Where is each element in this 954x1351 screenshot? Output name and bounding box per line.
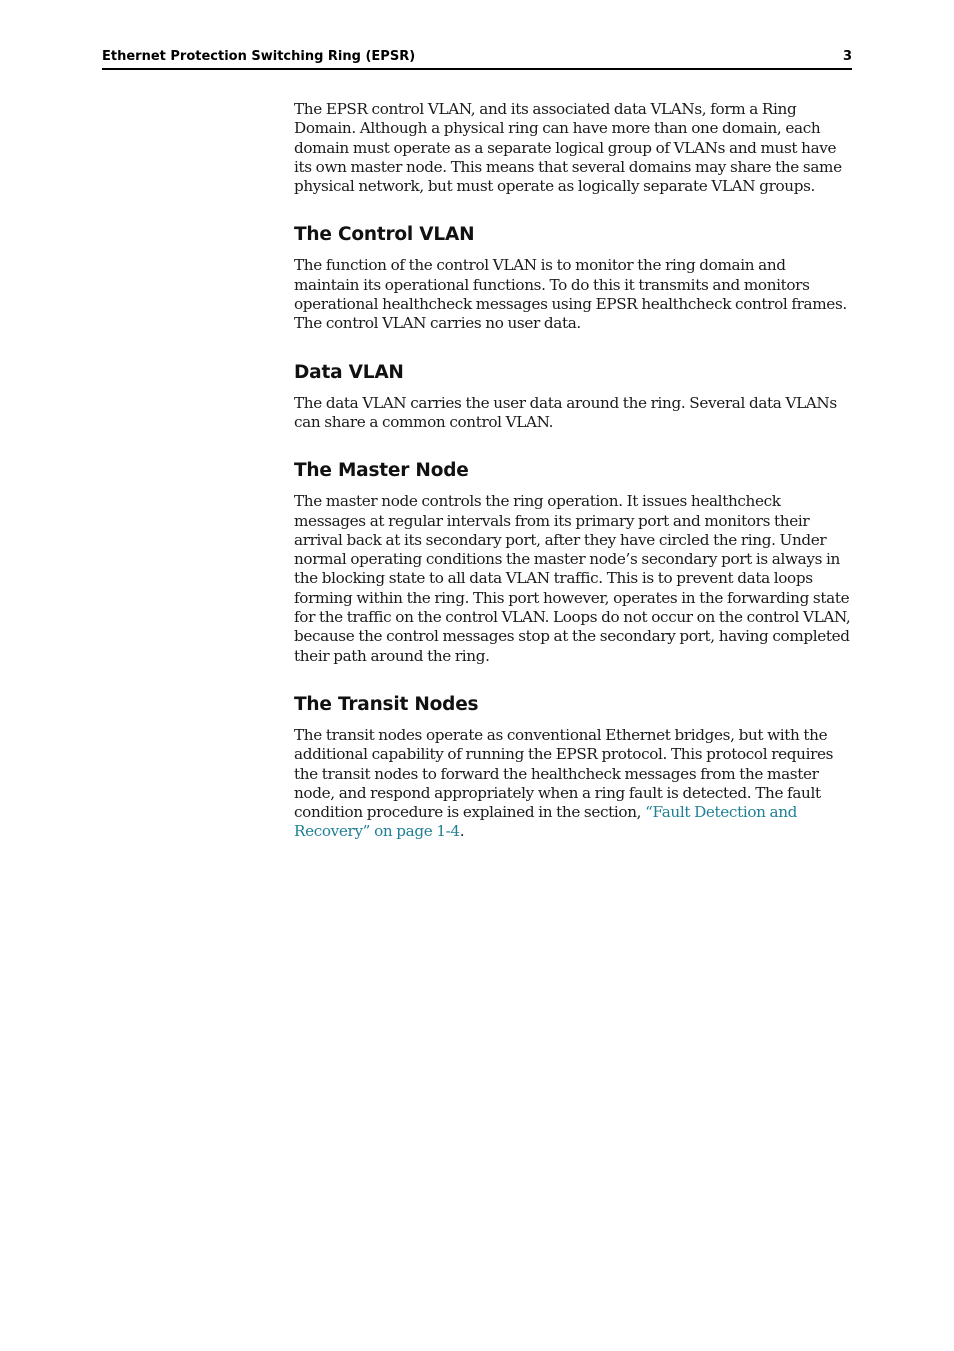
- section-transit-nodes: [294, 693, 854, 842]
- intro-paragraph: The EPSR control VLAN, and its associated data VLANs, form a Ring Domain. Although a physical ring can have more than one domain, each domain must operate as a separate logical group of VLANs and must have its own master node. This means that several domains may share the same physical network, but must operate as logically separate VLAN groups.: [294, 100, 842, 196]
- section-body: The function of the control VLAN is to monitor the ring domain and maintain its operational functions. To do this it transmits and monitors operational healthcheck messages using EPSR healthcheck control frames. The control VLAN carries no user data.: [294, 256, 847, 333]
- section-body-text: The transit nodes operate as conventional Ethernet bridges, but with the additional capability of running the EPSR protocol. This protocol requires the transit nodes to forward the healthcheck messages from the master node, and respond appropriately when a ring fault is detected. The fault condition procedure is explained in the section,: [294, 725, 834, 822]
- section-heading: The Master Node: [294, 460, 469, 482]
- page-number: 3: [842, 49, 852, 64]
- section-master-node: [294, 459, 854, 666]
- main-content: [294, 100, 854, 842]
- section-body: The data VLAN carries the user data around the ring. Several data VLANs can share a common control VLAN.: [294, 393, 837, 431]
- section-body: [294, 726, 854, 842]
- section-heading: Data VLAN: [294, 361, 404, 383]
- header-title: Ethernet Protection Switching Ring (EPSR): [102, 49, 416, 64]
- running-header: [102, 48, 852, 70]
- section-data-vlan: [294, 361, 854, 433]
- section-heading: The Transit Nodes: [294, 693, 479, 715]
- section-heading: The Control VLAN: [294, 224, 475, 246]
- cross-reference-link[interactable]: “Fault Detection and Recovery” on page 1-4: [294, 803, 798, 841]
- section-control-vlan: [294, 223, 854, 333]
- section-body-end: .: [459, 822, 465, 841]
- section-body: The master node controls the ring operation. It issues healthcheck messages at regular intervals from its primary port and monitors their arrival back at its secondary port, after they have circled the ring. Under normal operating conditions the master node’s secondary port is always in the blocking state to all data VLAN traffic. This is to prevent data loops forming within the ring. This port however, operates in the forwarding state for the traffic on the control VLAN. Loops do not occur on the control VLAN, because the control messages stop at the secondary port, having completed their path around the ring.: [294, 492, 851, 665]
